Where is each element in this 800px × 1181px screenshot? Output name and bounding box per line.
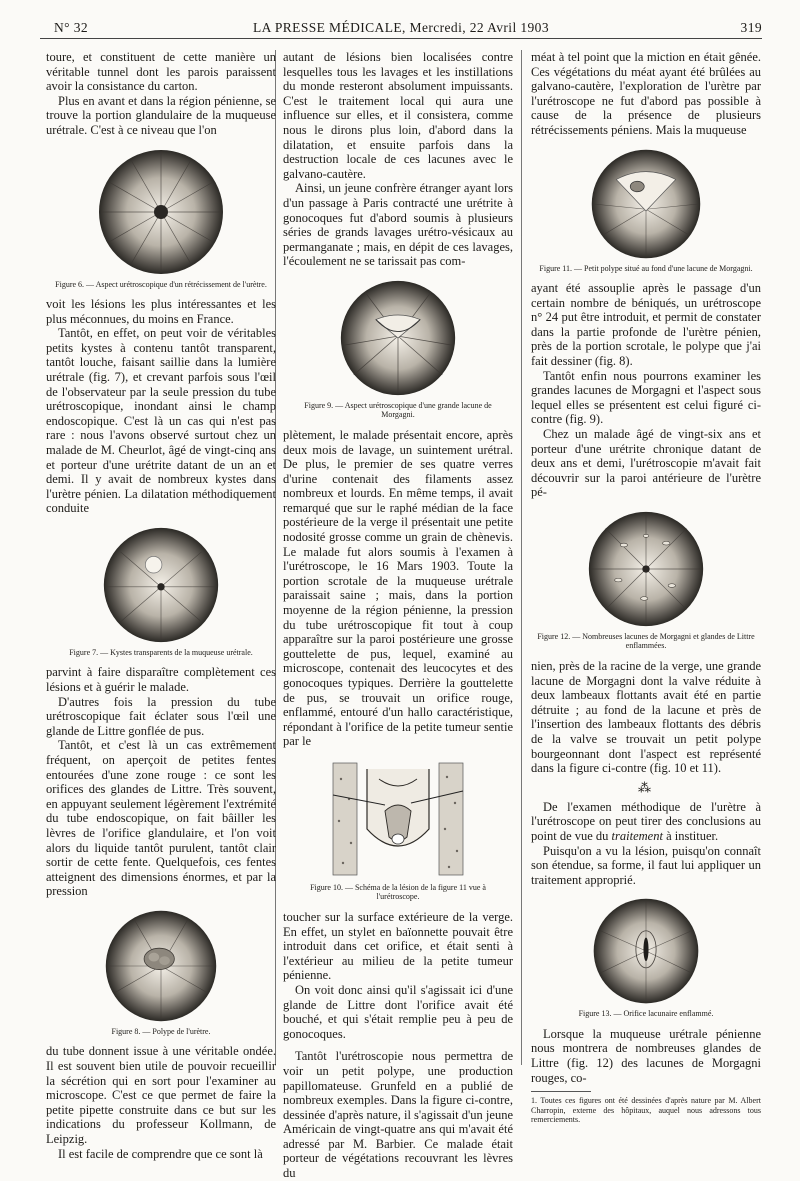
- paragraph: D'autres fois la pression du tube urétroscopique fait éclater sous l'œil une glande de Littre gonflée de pus.: [46, 694, 276, 738]
- figure-caption: Figure 10. — Schéma de la lésion de la figure 11 vue à l'urétroscope.: [310, 882, 486, 902]
- urethroscope-image: [97, 148, 225, 276]
- figure-7: [46, 526, 276, 658]
- paragraph: autant de lésions bien localisées contre lesquelles tous les lavages et les instillations du monde resteront absolument impuissants. C'est le traitement local qui aura une influence sur elles, et il consistera, comme nous le dirons plus loin, d'abord dans la dilatation, et ensuite parfois dans la destruction locale de ces lacunes avec le galvano-cautère.: [283, 50, 513, 181]
- paragraph: Puisqu'on a vu la lésion, puisqu'on connaît son étendue, sa forme, il faut lui appliquer un traitement approprié.: [531, 843, 761, 887]
- urethroscope-image: [590, 148, 702, 260]
- paragraph: méat à tel point que la miction en était gênée. Ces végétations du méat ayant été brûlées au galvano-cautère, l'exploration de l'urètre par l'urétroscope ne fut d'abord pas possible à cause de la présence de plusieurs rétrécissements péniens. Mais la muqueuse: [531, 50, 761, 137]
- paragraph: Tantôt l'urétroscopie nous permettra de voir un petit polype, une production papillomateuse. Grunfeld en a publié de nombreux exemples. Dans la figure ci-contre, dessinée d'après nature, il s'agissait d'un jeune Américain de vingt-quatre ans qui m'avait été adressé par M. Barbier. Ce malade était porteur de végétations recouvrant les lèvres du: [283, 1049, 513, 1181]
- paragraph: ayant été assouplie après le passage d'un certain nombre de béniqués, un urétroscope n° 24 put être introduit, et permit de constater dans la partie profonde de l'urètre pénien, près de la portion scrotale, le polype que j'ai fait dessiner (fig. 8).: [531, 281, 761, 369]
- figure-10: [283, 759, 513, 902]
- urethroscope-image: [587, 510, 705, 628]
- paragraph: toure, et constituent de cette manière un véritable tunnel dont les parois paraissent avoir la consistance du carton.: [46, 50, 276, 94]
- footnote: 1. Toutes ces figures ont été dessinées d'après nature par M. Albert Charropin, externe des hôpitaux, auquel nous adressons tous remerciements.: [531, 1096, 761, 1125]
- urethroscope-image: [592, 897, 700, 1005]
- page-number: 319: [740, 20, 762, 35]
- paragraph: Lorsque la muqueuse urétrale pénienne nous montrera de nombreuses glandes de Littre (fig. 12) des lacunes de Morgagni rouges, co-: [531, 1026, 761, 1085]
- figure-caption: Figure 8. — Polype de l'urètre.: [111, 1026, 211, 1036]
- urethroscope-image: [339, 279, 457, 397]
- lesion-schema-image: [323, 759, 473, 879]
- paragraph: Tantôt enfin nous pourrons examiner les grandes lacunes de Morgagni et l'aspect sous lequel elles se présentent est celui figuré ci-contre (fig. 9).: [531, 368, 761, 427]
- section-break: ⁂: [638, 779, 654, 795]
- paragraph: voit les lésions les plus intéressantes et les plus méconnues, du moins en France.: [46, 297, 276, 326]
- paragraph: Chez un malade âgé de vingt-six ans et porteur d'une urétrite chronique datant de deux ans et demi, l'urétroscopie m'avait fait découvrir sur la paroi antérieure de l'urètre pé-: [531, 427, 761, 500]
- paragraph: plètement, le malade présentait encore, après deux mois de lavage, un suintement urétral. De plus, le premier de ses quatre verres d'urine contenait des filaments assez nombreux et lourds. En même temps, il avait remarqué que sur le raphé médian de la face postérieure de la verge il présentait une petite nodosité grosse comme un grain de chènevis. Le malade fut alors soumis à l'examen à l'urétroscope, le 16 Mars 1903. Toute la portion scrotale de la muqueuse urétrale paraissait saine ; mais, dans la portion moyenne de la région pénienne, la pression du tube urétroscopique fit tout à coup apparaître sur la paroi postérieure une grosse gouttelette de pus, lequel, examiné au microscope, contenait des leucocytes et des gonocoques typiques. Derrière la gouttelette de pus, se trouvait un orifice rouge, enflammé, entouré d'un hallo caractéristique, répondant à l'orifice de la petite tumeur sentie par le: [283, 427, 513, 749]
- figure-caption: Figure 7. — Kystes transparents de la muqueuse urétrale.: [69, 647, 253, 657]
- figure-caption: Figure 9. — Aspect urétroscopique d'une grande lacune de Morgagni.: [304, 400, 492, 420]
- paragraph: toucher sur la surface extérieure de la verge. En effet, un stylet en baïonnette pouvait être introduit dans cet orifice, et était senti à l'extérieur au milieu de la petite tumeur pénienne.: [283, 909, 513, 983]
- figure-12: [531, 510, 761, 651]
- urethroscope-image: [102, 526, 220, 644]
- figure-caption: Figure 11. — Petit polype situé au fond d'une lacune de Morgagni.: [539, 263, 753, 273]
- figure-caption: Figure 13. — Orifice lacunaire enflammé.: [578, 1009, 714, 1019]
- figure-caption: Figure 12. — Nombreuses lacunes de Morgagni et glandes de Littre enflammées.: [537, 631, 755, 651]
- figure-6: [46, 148, 276, 290]
- paragraph: nien, près de la racine de la verge, une grande lacune de Morgagni dont la valve réduite à deux lambeaux flottants avait été en partie détruite ; au fond de la lacune et près de l'insertion des lambeaux flottants des débris de la valve se trouvait un petit polype bourgeonnant dont l'aspect est représenté dans la figure ci-contre (fig. 10 et 11).: [531, 658, 761, 776]
- column-2: [283, 50, 513, 1181]
- footnote-rule: [531, 1091, 591, 1092]
- paragraph: Tantôt, en effet, on peut voir de véritables petits kystes à contenu tantôt transparent, tantôt louche, faisant saillie dans la lumière urétrale (fig. 7), et crevant parfois sous l'œil de l'observateur par la seule pression du tube urétroscopique, inondant ainsi le champ endoscopique. C'est là un cas qui n'est pas rare : nous l'avons observé surtout chez un malade de M. Cheurlot, âgé de vingt-cinq ans et porteur d'une urétrite datant de un an et demi. Il y avait de nombreux kystes dans l'urètre pénien. La dilatation méthodiquement conduite: [46, 326, 276, 516]
- paragraph: Ainsi, un jeune confrère étranger ayant lors d'un passage à Paris contracté une urétrite à gonocoques fut d'abord soumis à plusieurs séries de grands lavages urétro-vésicaux au permanganate ; mais, en dépit de ces lavages, l'écoulement ne se tarissait pas com-: [283, 181, 513, 269]
- paragraph: du tube donnent issue à une véritable ondée. Il est souvent bien utile de pouvoir recueillir la sécrétion qui en sort pour l'examiner au microscope. C'est ce que permet de faire la petite pipette construite dans ce but sur les indications du professeur Kollmann, de Leipzig.: [46, 1044, 276, 1147]
- paragraph: On voit donc ainsi qu'il s'agissait ici d'une glande de Littre dont l'orifice avait été bouché, et qui s'était remplie peu à peu de gonocoques.: [283, 982, 513, 1041]
- paragraph: De l'examen méthodique de l'urètre à l'urétroscope on peut tirer des conclusions au point de vue du traitement à instituer.: [531, 799, 761, 843]
- column-1: [46, 50, 276, 1161]
- paragraph: Plus en avant et dans la région pénienne, se trouve la portion glandulaire de la muqueuse urétrale. C'est à ce niveau que l'on: [46, 93, 276, 137]
- figure-11: [531, 148, 761, 274]
- figure-8: [46, 909, 276, 1037]
- issue-number: N° 32: [54, 20, 89, 35]
- urethroscope-image: [104, 909, 218, 1023]
- header-rule: [40, 38, 762, 39]
- journal-title: LA PRESSE MÉDICALE, Mercredi, 22 Avril 1903: [253, 20, 549, 35]
- column-divider: [521, 50, 522, 1065]
- paragraph: Tantôt, et c'est là un cas extrêmement fréquent, on aperçoit de petites fentes entourées d'une zone rouge : ce sont les orifices des glandes de Littre. Très souvent, en appuyant seulement légèrement l'extrémité du tube endoscopique, on fait bâiller les lèvres de l'orifice glandulaire, et l'on voit alors du liquide tantôt purulent, tantôt clair sortir de cette fente. Quelquefois, ces fentes atteignent des dimensions énormes, et par la pression: [46, 738, 276, 899]
- paragraph: Il est facile de comprendre que ce sont là: [58, 1146, 263, 1161]
- page-header: [40, 18, 762, 40]
- figure-13: [531, 897, 761, 1019]
- paragraph: parvint à faire disparaître complètement ces lésions et à guérir le malade.: [46, 665, 276, 695]
- figure-9: [283, 279, 513, 420]
- column-3: [531, 50, 761, 1125]
- figure-caption: Figure 6. — Aspect urétroscopique d'un rétrécissement de l'urètre.: [55, 279, 267, 289]
